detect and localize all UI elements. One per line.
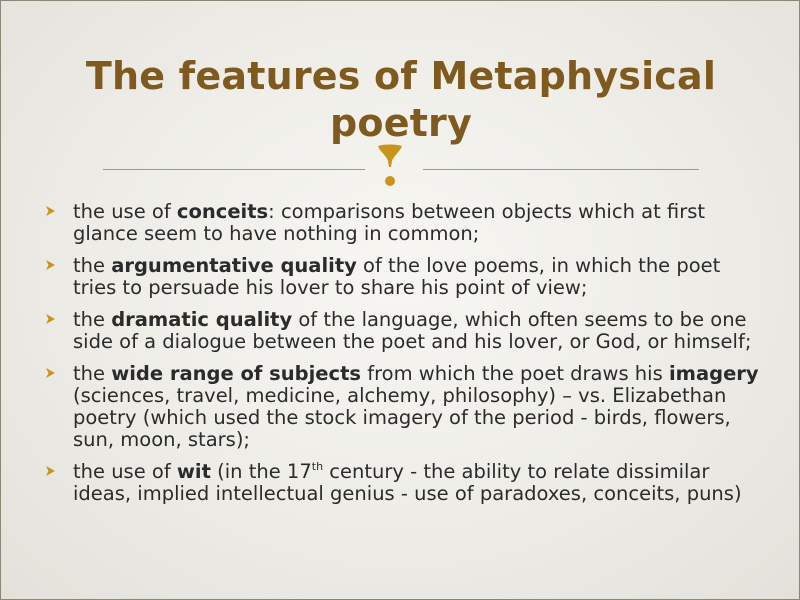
bullet-superscript: th (311, 460, 324, 473)
bullet-text-segment: of the love poems, in which the poet tries to persuade his lover to share his point of view; (73, 254, 721, 299)
bullet-text-segment: the (73, 254, 112, 277)
bullet-term: wide range of subjects (111, 362, 362, 385)
bullet-text (73, 460, 742, 505)
bullet-term: wit (176, 460, 211, 483)
title-divider (103, 144, 699, 190)
divider-rule-right (423, 169, 699, 170)
bullet-marker-icon (45, 465, 56, 477)
bullet-marker-icon (45, 205, 56, 217)
slide-title: The features of Metaphysical poetry (85, 54, 717, 145)
bullet-term: imagery (668, 362, 759, 385)
bullet-text (73, 254, 720, 299)
bullet-text (73, 362, 759, 451)
bullet-term: argumentative quality (111, 254, 357, 277)
bullet-text-segment: the use of (73, 200, 177, 223)
bullet-text-segment: (sciences, travel, medicine, alchemy, philosophy) – vs. Elizabethan poetry (which used the stock imagery of the period - birds, flowers, sun, moon, stars); (73, 384, 731, 451)
bullet-text (73, 308, 751, 353)
bullet-text-segment: (in the 17 (210, 460, 312, 483)
bullet-marker-icon (45, 367, 56, 379)
bullet-text-segment: the (73, 308, 112, 331)
bullet-text-segment: of the language, which often seems to be one side of a dialogue between the poet and his lover, or God, or himself; (73, 308, 752, 353)
bullet-item (45, 363, 761, 451)
divider-rule-left (103, 169, 365, 170)
bullet-marker-icon (45, 259, 56, 271)
bullet-item (45, 201, 761, 245)
bullet-item (45, 461, 761, 505)
bullet-list (45, 201, 761, 505)
bullet-item (45, 309, 761, 353)
bullet-text-segment: century - the ability to relate dissimilar ideas, implied intellectual genius - use of paradoxes, conceits, puns) (73, 460, 742, 505)
exclamation-ornament-icon (375, 144, 405, 190)
bullet-item (45, 255, 761, 299)
bullet-text (73, 200, 705, 245)
bullet-term: dramatic quality (111, 308, 293, 331)
bullet-term: conceits (176, 200, 269, 223)
bullet-text-segment: : comparisons between objects which at first glance seem to have nothing in common; (73, 200, 706, 245)
bullet-marker-icon (45, 313, 56, 325)
bullet-text-segment: the use of (73, 460, 177, 483)
bullet-text-segment: the (73, 362, 112, 385)
bullet-text-segment: from which the poet draws his (361, 362, 669, 385)
